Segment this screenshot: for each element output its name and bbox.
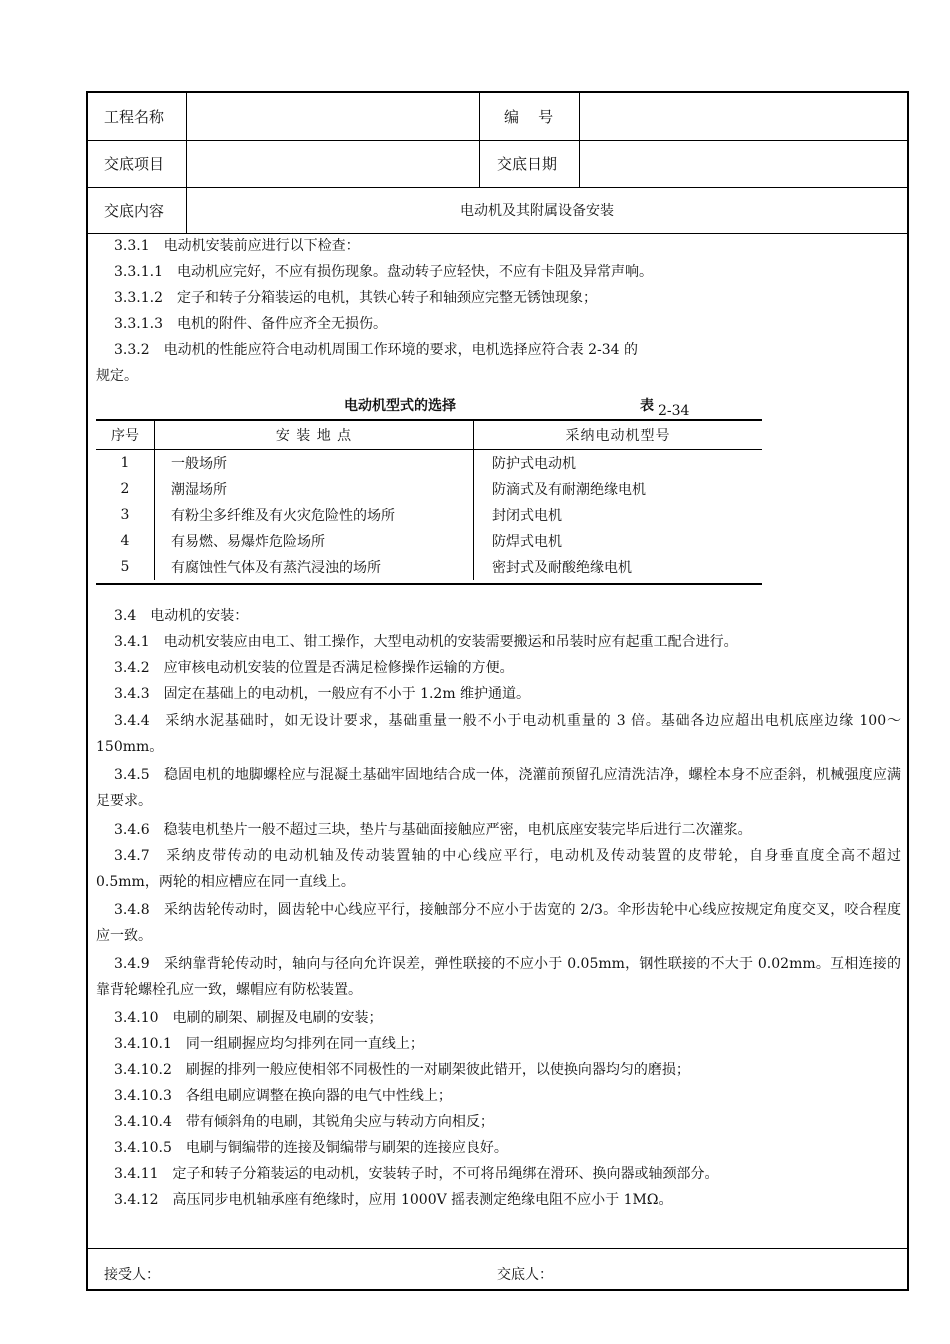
- header-cell: 安 装 地 点: [155, 421, 474, 450]
- table-cell: 2: [96, 476, 155, 502]
- para-3-4-10-2: 3.4.10.2 刷握的排列一般应使相邻不同极性的一对刷架彼此错开，以使换向器均匀的磨损；: [114, 1062, 690, 1078]
- col-divider: [186, 93, 187, 233]
- para-3-4: 3.4 电动机的安装：: [114, 608, 249, 624]
- para-3-3-1-3: 3.3.1.3 电机的附件、备件应齐全无损伤。: [114, 316, 387, 332]
- table-row: [96, 450, 762, 477]
- table-header-row: [96, 421, 762, 450]
- table-cell: 有易燃、易爆炸危险场所: [155, 528, 474, 554]
- table-cell: 有腐蚀性气体及有蒸汽浸浊的场所: [155, 554, 474, 580]
- table-cell: 5: [96, 554, 155, 580]
- table-cell: 一般场所: [155, 450, 474, 477]
- para-3-4-10-3: 3.4.10.3 各组电刷应调整在换向器的电气中性线上；: [114, 1088, 452, 1104]
- table-cell: 防滴式及有耐潮绝缘电机: [492, 482, 646, 498]
- para-3-4-8: 3.4.8 采纳齿轮传动时，圆齿轮中心线应平行，接触部分不应小于齿宽的 2/3。伞形齿轮中心线应按规定角度交叉，咬合程度应一致。: [96, 902, 901, 944]
- para-3-4-1: 3.4.1 电动机安装应由电工、钳工操作，大型电动机的安装需要搬运和吊装时应有起重工配合进行。: [114, 634, 738, 650]
- para-3-4-9: 3.4.9 采纳靠背轮传动时，轴向与径向允许误差，弹性联接的不应小于 0.05mm，钢性联接的不大于 0.02mm。互相连接的靠背轮螺栓孔应一致，螺帽应有防松装置。: [96, 956, 901, 998]
- table-bottom-rule: [96, 583, 762, 585]
- table-row: [96, 476, 762, 502]
- para-3-4-12: 3.4.12 高压同步电机轴承座有绝缘时，应用 1000V 摇表测定绝缘电阻不应小于 1MΩ。: [114, 1192, 673, 1208]
- para-3-3-1-1: 3.3.1.1 电动机应完好，不应有损伤现象。盘动转子应轻快，不应有卡阻及异常声响。: [114, 264, 653, 280]
- motor-selection-table: [96, 421, 762, 580]
- para-3-4-3: 3.4.3 固定在基础上的电动机，一般应有不小于 1.2m 维护通道。: [114, 686, 531, 702]
- table-row: [96, 528, 762, 554]
- col-divider: [579, 93, 580, 187]
- col-divider: [479, 93, 480, 187]
- para-3-4-5: 3.4.5 稳固电机的地脚螺栓应与混凝土基础牢固地结合成一体，浇灌前预留孔应清洗洁净，螺栓本身不应歪斜，机械强度应满足要求。: [96, 767, 901, 809]
- table-row: [96, 502, 762, 528]
- para-3-4-4: 3.4.4 采纳水泥基础时，如无设计要求，基础重量一般不小于电动机重量的 3 倍。基础各边应超出电机底座边缘 100～150mm。: [96, 713, 901, 755]
- table-cell: 防护式电动机: [492, 456, 576, 472]
- table-title: 电动机型式的选择: [344, 398, 456, 414]
- table-label: 表: [640, 398, 654, 414]
- para-3-4-6: 3.4.6 稳装电机垫片一般不超过三块，垫片与基础面接触应严密，电机底座安装完毕后进行二次灌浆。: [114, 822, 752, 838]
- para-3-3-1-2: 3.3.1.2 定子和转子分箱装运的电机，其铁心转子和轴颈应完整无锈蚀现象；: [114, 290, 597, 306]
- para-3-4-10-1: 3.4.10.1 同一组刷握应均匀排列在同一直线上；: [114, 1036, 424, 1052]
- project-name-label: 工程名称: [104, 108, 165, 126]
- para-3-4-10-5: 3.4.10.5 电刷与铜编带的连接及铜编带与刷架的连接应良好。: [114, 1140, 508, 1156]
- para-3-4-10: 3.4.10 电刷的刷架、刷握及电刷的安装；: [114, 1010, 383, 1026]
- disclosure-form: [86, 91, 909, 1291]
- para-3-3-1: 3.3.1 电动机安装前应进行以下检查：: [114, 238, 360, 254]
- footer-divider: [88, 1248, 907, 1249]
- table-cell: 封闭式电机: [492, 508, 562, 524]
- table-cell: 4: [96, 528, 155, 554]
- discloser-label: 交底人：: [497, 1267, 553, 1283]
- number-label: 编 号: [504, 108, 554, 126]
- table-row: [96, 554, 762, 580]
- row-divider: [88, 140, 907, 141]
- para-3-4-11: 3.4.11 定子和转子分箱装运的电动机，安装转子时，不可将吊绳绑在滑环、换向器或轴颈部分。: [114, 1166, 719, 1182]
- table-cell: 潮湿场所: [155, 476, 474, 502]
- date-label: 交底日期: [497, 155, 558, 173]
- table-cell: 密封式及耐酸绝缘电机: [492, 560, 632, 576]
- para-3-4-7: 3.4.7 采纳皮带传动的电动机轴及传动装置轴的中心线应平行，电动机及传动装置的皮带轮，自身垂直度全高不超过 0.5mm，两轮的相应槽应在同一直线上。: [96, 848, 901, 890]
- para-3-3-2-cont: 规定。: [96, 368, 138, 384]
- table-cell: 防焊式电机: [492, 534, 562, 550]
- header-cell: 序号: [96, 421, 155, 450]
- table-cell: 3: [96, 502, 155, 528]
- content-label: 交底内容: [104, 202, 165, 220]
- para-3-4-10-4: 3.4.10.4 带有倾斜角的电刷，其锐角尖应与转动方向相反；: [114, 1114, 494, 1130]
- item-label: 交底项目: [104, 155, 165, 173]
- content-title: 电动机及其附属设备安装: [460, 203, 614, 219]
- table-cell: 1: [96, 450, 155, 477]
- receiver-label: 接受人：: [104, 1267, 160, 1283]
- para-3-4-2: 3.4.2 应审核电动机安装的位置是否满足检修操作运输的方便。: [114, 660, 514, 676]
- table-cell: 有粉尘多纤维及有火灾危险性的场所: [155, 502, 474, 528]
- para-3-3-2: 3.3.2 电动机的性能应符合电动机周围工作环境的要求，电机选择应符合表 2-34 的: [114, 342, 638, 358]
- header-cell: 采纳电动机型号: [474, 421, 763, 450]
- table-number: 2-34: [658, 403, 690, 419]
- row-divider: [88, 187, 907, 188]
